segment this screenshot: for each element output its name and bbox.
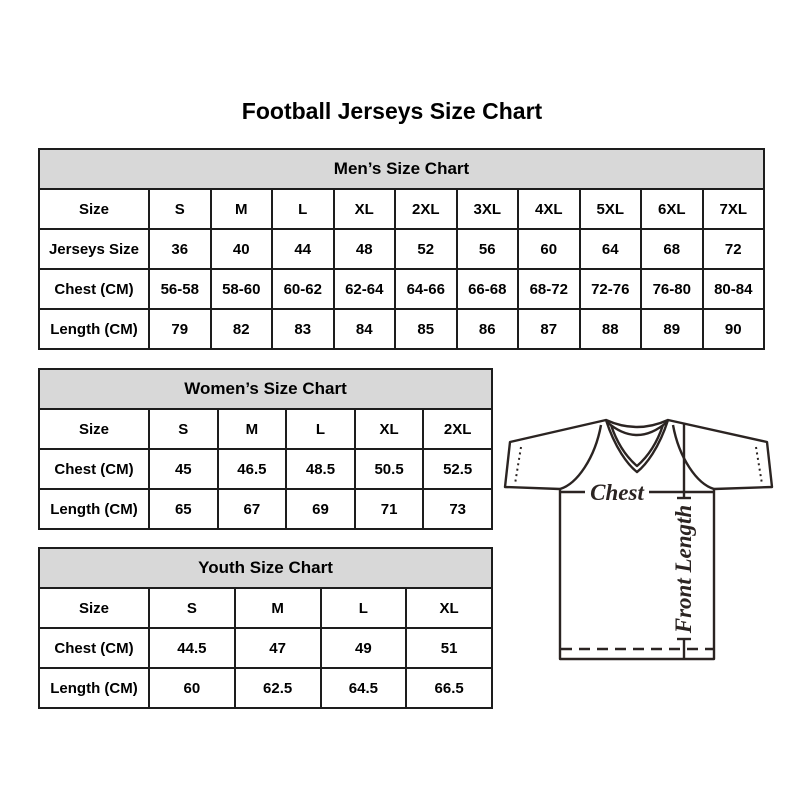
size-value-cell: 56 [457,229,519,269]
row-label-cell: Chest (CM) [39,628,149,668]
size-value-cell: S [149,409,218,449]
size-value-cell: 72 [703,229,765,269]
row-label-cell: Size [39,189,149,229]
table-row-jerseys-size [39,229,764,269]
row-label-cell: Jerseys Size [39,229,149,269]
size-value-cell: XL [334,189,396,229]
size-value-cell: 6XL [641,189,703,229]
size-value-cell: 36 [149,229,211,269]
size-value-cell: 79 [149,309,211,349]
size-value-cell: 48 [334,229,396,269]
size-value-cell: 66-68 [457,269,519,309]
front-length-label: Front Length [671,504,696,634]
youth-table-title: Youth Size Chart [39,548,492,588]
size-value-cell: 85 [395,309,457,349]
table-row-sizes [39,189,764,229]
size-value-cell: 47 [235,628,321,668]
row-label-cell: Chest (CM) [39,269,149,309]
table-header-row [39,548,492,588]
size-value-cell: M [211,189,273,229]
mens-table-title: Men’s Size Chart [39,149,764,189]
size-value-cell: 2XL [395,189,457,229]
size-value-cell: L [272,189,334,229]
size-value-cell: 76-80 [641,269,703,309]
size-value-cell: 64-66 [395,269,457,309]
size-value-cell: 67 [218,489,287,529]
size-value-cell: 88 [580,309,642,349]
row-label-cell: Length (CM) [39,309,149,349]
size-value-cell: 7XL [703,189,765,229]
size-value-cell: 58-60 [211,269,273,309]
womens-size-table [38,368,493,530]
size-value-cell: 87 [518,309,580,349]
size-value-cell: 60 [149,668,235,708]
womens-table-title: Women’s Size Chart [39,369,492,409]
size-value-cell: M [235,588,321,628]
size-value-cell: 69 [286,489,355,529]
size-value-cell: 82 [211,309,273,349]
size-value-cell: 4XL [518,189,580,229]
size-value-cell: 68-72 [518,269,580,309]
size-value-cell: 68 [641,229,703,269]
jersey-measurement-diagram [501,401,779,669]
page-title: Football Jerseys Size Chart [241,98,543,124]
size-value-cell: 52.5 [423,449,492,489]
row-label-cell: Length (CM) [39,668,149,708]
row-label-cell: Chest (CM) [39,449,149,489]
size-value-cell: 90 [703,309,765,349]
size-value-cell: S [149,588,235,628]
row-label-cell: Size [39,588,149,628]
size-value-cell: 71 [355,489,424,529]
size-value-cell: 52 [395,229,457,269]
table-header-row [39,149,764,189]
size-value-cell: 65 [149,489,218,529]
table-row-sizes [39,409,492,449]
size-value-cell: 80-84 [703,269,765,309]
size-value-cell: 45 [149,449,218,489]
size-value-cell: 73 [423,489,492,529]
size-value-cell: 66.5 [406,668,492,708]
jersey-body-outline [505,420,772,659]
size-value-cell: 49 [321,628,407,668]
youth-size-table [38,547,493,709]
size-value-cell: 44 [272,229,334,269]
size-value-cell: 46.5 [218,449,287,489]
size-value-cell: 89 [641,309,703,349]
size-value-cell: XL [406,588,492,628]
table-header-row [39,369,492,409]
table-row-chest [39,449,492,489]
size-value-cell: L [286,409,355,449]
jersey-outline-icon [501,401,779,669]
row-label-cell: Size [39,409,149,449]
size-value-cell: 64.5 [321,668,407,708]
size-value-cell: 48.5 [286,449,355,489]
size-value-cell: 72-76 [580,269,642,309]
size-value-cell: S [149,189,211,229]
size-value-cell: 3XL [457,189,519,229]
size-value-cell: 60-62 [272,269,334,309]
size-value-cell: 44.5 [149,628,235,668]
size-value-cell: 50.5 [355,449,424,489]
size-value-cell: 5XL [580,189,642,229]
size-value-cell: 56-58 [149,269,211,309]
chest-label: Chest [590,480,644,505]
size-value-cell: 62.5 [235,668,321,708]
size-value-cell: 84 [334,309,396,349]
size-value-cell: 60 [518,229,580,269]
size-value-cell: 64 [580,229,642,269]
table-row-sizes [39,588,492,628]
size-value-cell: L [321,588,407,628]
size-value-cell: 51 [406,628,492,668]
size-value-cell: XL [355,409,424,449]
table-row-chest [39,269,764,309]
size-value-cell: 86 [457,309,519,349]
size-value-cell: 40 [211,229,273,269]
table-row-chest [39,628,492,668]
size-value-cell: 62-64 [334,269,396,309]
mens-size-table [38,148,765,350]
table-row-length [39,668,492,708]
table-row-length [39,489,492,529]
size-value-cell: 83 [272,309,334,349]
table-row-length [39,309,764,349]
row-label-cell: Length (CM) [39,489,149,529]
size-value-cell: 2XL [423,409,492,449]
size-value-cell: M [218,409,287,449]
